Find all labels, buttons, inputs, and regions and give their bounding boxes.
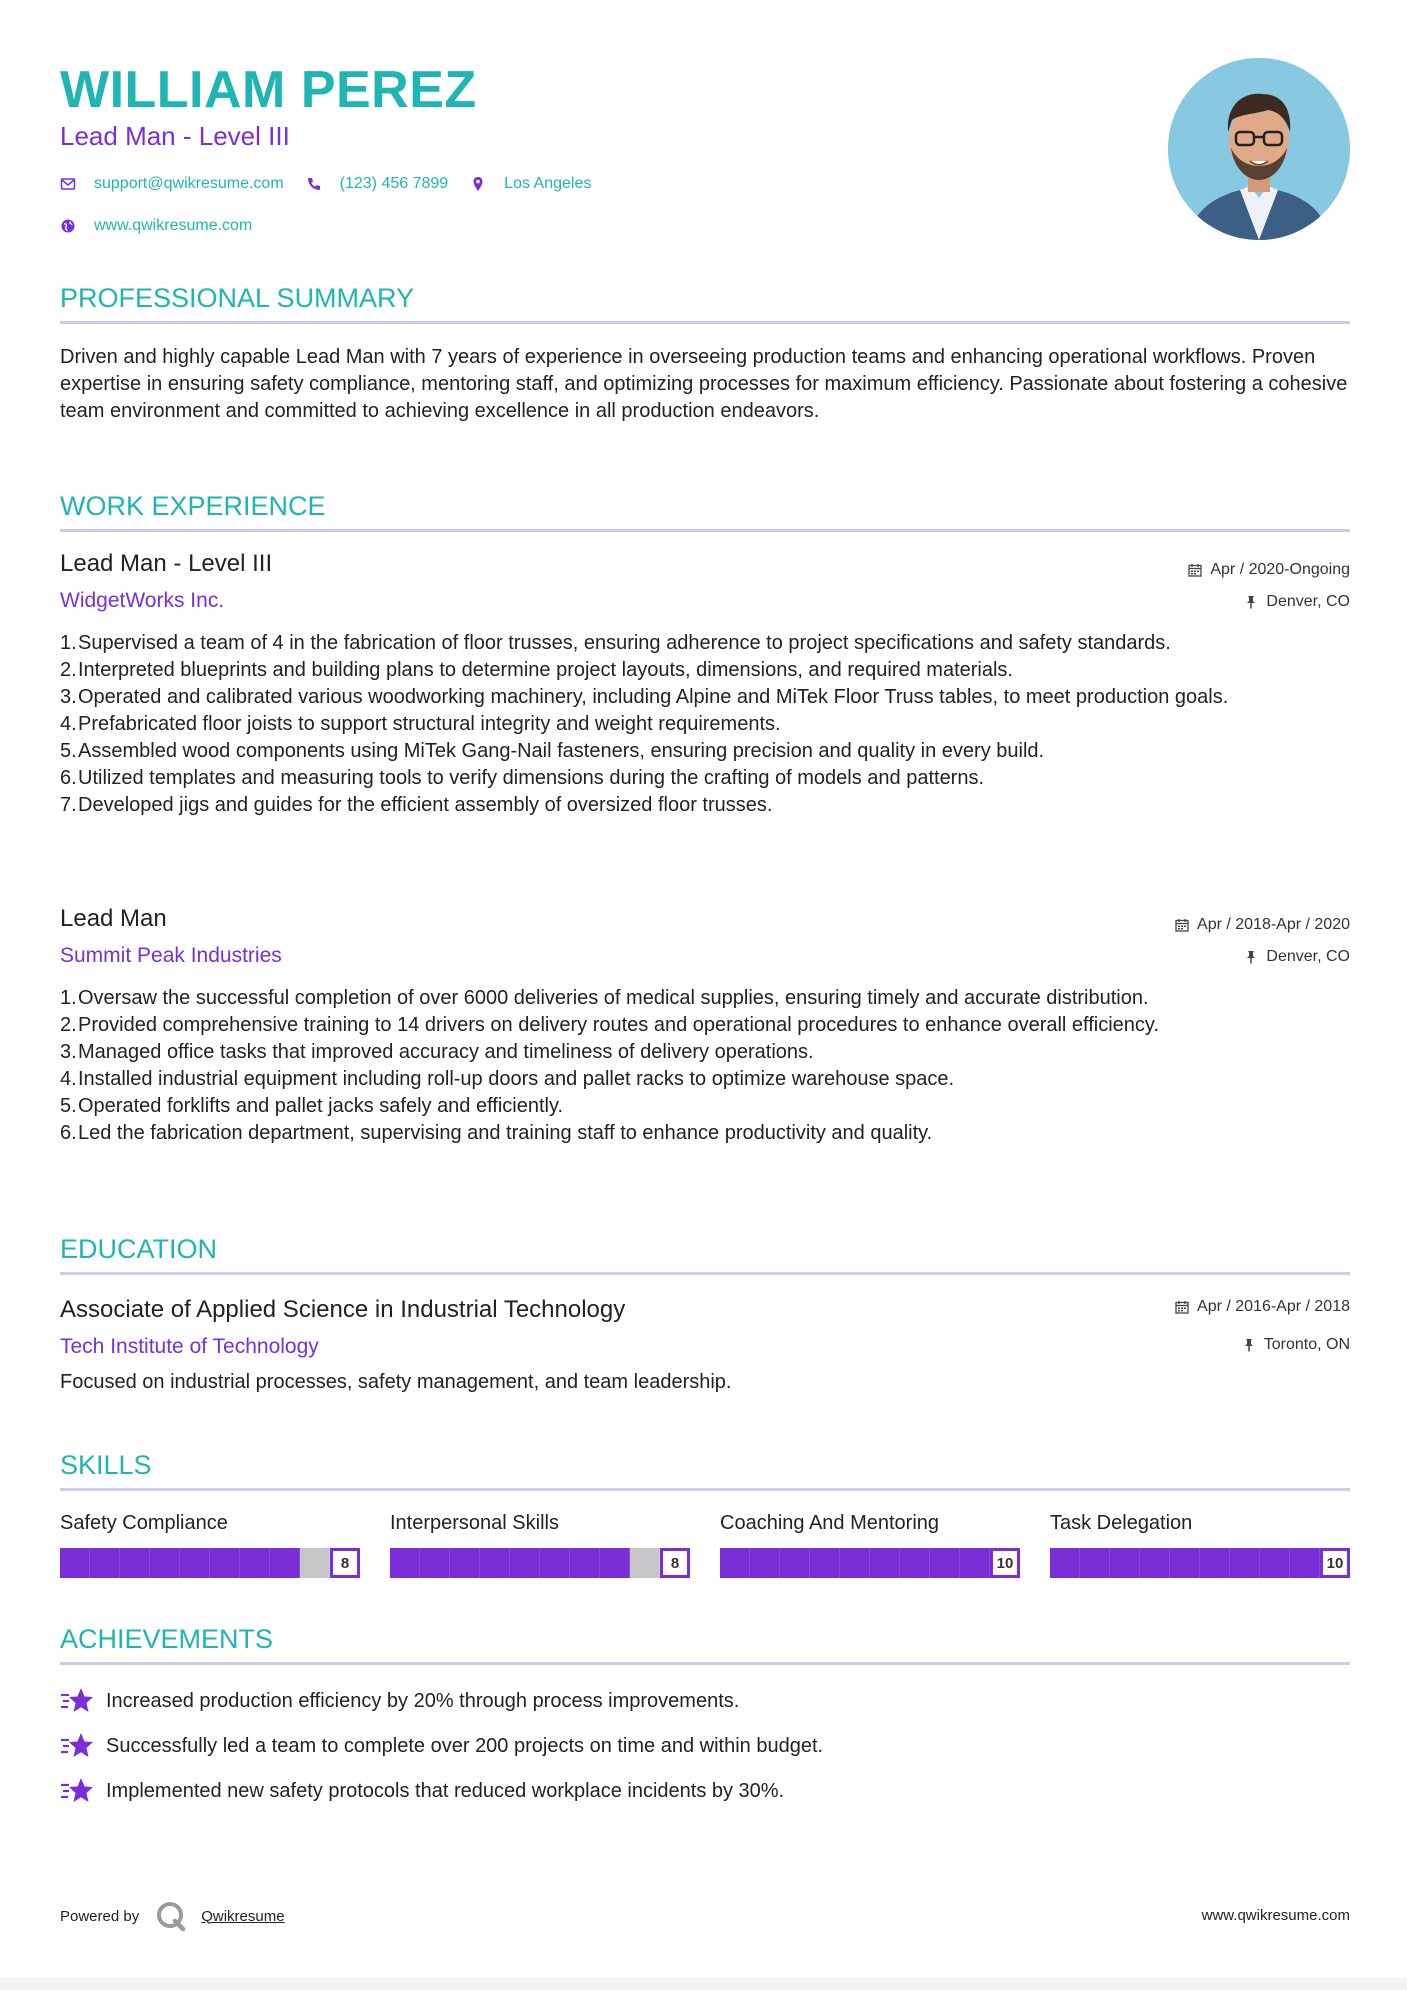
list-item: 2. Provided comprehensive training to 14 drivers on delivery routes and operational procedures to enhance overall efficiency. bbox=[60, 1014, 1159, 1036]
job-location-text: Denver, CO bbox=[1266, 593, 1350, 610]
education-location-text: Toronto, ON bbox=[1263, 1336, 1350, 1353]
mail-icon bbox=[60, 176, 76, 192]
skill-name: Coaching And Mentoring bbox=[720, 1512, 940, 1534]
school-name: Tech Institute of Technology bbox=[60, 1335, 319, 1358]
skill-segment-filled bbox=[1080, 1548, 1110, 1578]
pushpin-icon bbox=[1242, 1338, 1256, 1352]
skill-segment-filled bbox=[1050, 1548, 1080, 1578]
job-location bbox=[1244, 591, 1350, 613]
skill-segment-filled bbox=[870, 1548, 900, 1578]
list-item: 5. Operated forklifts and pallet jacks safely and efficiently. bbox=[60, 1095, 564, 1117]
education-description: Focused on industrial processes, safety management, and team leadership. bbox=[60, 1371, 732, 1393]
summary-text: Driven and highly capable Lead Man with 7 years of experience in overseeing production teams and enhancing operational workflows. Proven expertise in ensuring safety compliance, mentoring staff, and optimizing processes for maximum efficiency. Passionate about fostering a cohesive team environment and committed to achieving excellence in all production endeavors. bbox=[60, 346, 1348, 422]
footer-powered-by bbox=[60, 1900, 285, 1932]
achievement-item bbox=[60, 1731, 823, 1761]
skill-level-bar bbox=[60, 1548, 360, 1578]
list-item: 6. Led the fabrication department, supervising and training staff to enhance productivity and quality. bbox=[60, 1122, 933, 1144]
achievements-heading: ACHIEVEMENTS bbox=[60, 1624, 274, 1654]
location-text: Los Angeles bbox=[504, 175, 592, 192]
skill-segment-filled bbox=[1260, 1548, 1290, 1578]
section-divider bbox=[60, 1488, 1350, 1491]
calendar-icon bbox=[1175, 1300, 1189, 1314]
skill-segment-filled bbox=[840, 1548, 870, 1578]
page-bottom-edge bbox=[0, 1978, 1407, 1990]
skill-segment-filled bbox=[1170, 1548, 1200, 1578]
job-title: Lead Man - Level III bbox=[60, 550, 273, 577]
job-bullets bbox=[60, 985, 1350, 1147]
candidate-name: WILLIAM PEREZ bbox=[60, 61, 477, 119]
list-item: 4. Prefabricated floor joists to support structural integrity and weight requirements. bbox=[60, 713, 781, 735]
skill-segment-empty bbox=[300, 1548, 330, 1578]
skill-segment-filled bbox=[960, 1548, 990, 1578]
qwikresume-link[interactable]: Qwikresume bbox=[201, 1907, 285, 1925]
email-text[interactable]: support@qwikresume.com bbox=[94, 175, 284, 192]
list-item: 3. Operated and calibrated various woodworking machinery, including Alpine and MiTek Floor Truss tables, to meet production goals. bbox=[60, 686, 1229, 708]
degree-title: Associate of Applied Science in Industrial Technology bbox=[60, 1296, 626, 1323]
skill-segment-filled bbox=[270, 1548, 300, 1578]
skill-segment-filled bbox=[900, 1548, 930, 1578]
skill-segment-filled bbox=[570, 1548, 600, 1578]
star-icon bbox=[60, 1776, 94, 1806]
skill-segment-filled bbox=[1200, 1548, 1230, 1578]
skill-item bbox=[720, 1510, 1020, 1578]
job-dates-text: Apr / 2020-Ongoing bbox=[1210, 561, 1350, 578]
section-divider bbox=[60, 1272, 1350, 1275]
skill-level-value: 10 bbox=[1320, 1548, 1350, 1578]
skill-segment-filled bbox=[1290, 1548, 1320, 1578]
job-bullets bbox=[60, 630, 1350, 819]
achievement-item bbox=[60, 1686, 739, 1716]
achievement-text: Successfully led a team to complete over 200 projects on time and within budget. bbox=[106, 1734, 824, 1757]
skill-segment-filled bbox=[540, 1548, 570, 1578]
skill-segment-filled bbox=[1110, 1548, 1140, 1578]
education-heading: EDUCATION bbox=[60, 1234, 218, 1264]
job-dates bbox=[1188, 559, 1350, 581]
skill-segment-filled bbox=[240, 1548, 270, 1578]
globe-icon bbox=[60, 218, 76, 234]
skill-segment-filled bbox=[120, 1548, 150, 1578]
job-location bbox=[1244, 946, 1350, 968]
skill-level-value: 10 bbox=[990, 1548, 1020, 1578]
skill-segment-filled bbox=[450, 1548, 480, 1578]
candidate-title: Lead Man - Level III bbox=[60, 121, 290, 151]
skill-segment-filled bbox=[210, 1548, 240, 1578]
experience-heading: WORK EXPERIENCE bbox=[60, 491, 326, 521]
calendar-icon bbox=[1175, 918, 1189, 932]
skill-segment-filled bbox=[600, 1548, 630, 1578]
list-item: 4. Installed industrial equipment including roll-up doors and pallet racks to optimize warehouse space. bbox=[60, 1068, 955, 1090]
phone-icon bbox=[306, 176, 322, 192]
website-item[interactable] bbox=[60, 217, 252, 235]
skill-item bbox=[390, 1510, 690, 1578]
skill-segment-filled bbox=[150, 1548, 180, 1578]
education-dates bbox=[1175, 1296, 1350, 1318]
achievement-text: Increased production efficiency by 20% through process improvements. bbox=[106, 1689, 740, 1712]
pushpin-icon bbox=[1244, 950, 1258, 964]
skill-segment-filled bbox=[810, 1548, 840, 1578]
achievement-text: Implemented new safety protocols that reduced workplace incidents by 30%. bbox=[106, 1779, 785, 1802]
job-dates-text: Apr / 2018-Apr / 2020 bbox=[1197, 916, 1350, 933]
skill-level-value: 8 bbox=[660, 1548, 690, 1578]
skill-segment-filled bbox=[930, 1548, 960, 1578]
skill-name: Task Delegation bbox=[1050, 1512, 1193, 1534]
skill-item bbox=[60, 1510, 360, 1578]
company-name: WidgetWorks Inc. bbox=[60, 589, 225, 612]
list-item: 1. Supervised a team of 4 in the fabrication of floor trusses, ensuring adherence to project specifications and safety standards. bbox=[60, 632, 1171, 654]
powered-by-label: Powered by bbox=[60, 1907, 140, 1925]
profile-photo bbox=[1168, 58, 1350, 240]
skill-level-bar bbox=[390, 1548, 690, 1578]
phone-text[interactable]: (123) 456 7899 bbox=[339, 175, 449, 192]
skill-segment-filled bbox=[720, 1548, 750, 1578]
section-divider bbox=[60, 529, 1350, 532]
list-item: 6. Utilized templates and measuring tools to verify dimensions during the crafting of models and patterns. bbox=[60, 767, 985, 789]
skill-segment-filled bbox=[60, 1548, 90, 1578]
job-dates bbox=[1175, 914, 1350, 936]
skill-item bbox=[1050, 1510, 1350, 1578]
star-icon bbox=[60, 1686, 94, 1716]
skill-segment-filled bbox=[1230, 1548, 1260, 1578]
job-location-text: Denver, CO bbox=[1266, 948, 1350, 965]
skill-segment-filled bbox=[420, 1548, 450, 1578]
qwikresume-logo-icon bbox=[155, 1900, 187, 1932]
skill-level-value: 8 bbox=[330, 1548, 360, 1578]
skill-level-bar bbox=[720, 1548, 1020, 1578]
list-item: 7. Developed jigs and guides for the efficient assembly of oversized floor trusses. bbox=[60, 794, 773, 816]
skill-level-bar bbox=[1050, 1548, 1350, 1578]
skill-segment-filled bbox=[510, 1548, 540, 1578]
skill-segment-filled bbox=[780, 1548, 810, 1578]
star-icon bbox=[60, 1731, 94, 1761]
section-divider bbox=[60, 321, 1350, 324]
section-divider bbox=[60, 1662, 1350, 1665]
pushpin-icon bbox=[1244, 595, 1258, 609]
skill-name: Safety Compliance bbox=[60, 1512, 228, 1534]
skill-segment-empty bbox=[630, 1548, 660, 1578]
achievement-item bbox=[60, 1776, 784, 1806]
company-name: Summit Peak Industries bbox=[60, 944, 282, 967]
email-item[interactable] bbox=[60, 175, 284, 193]
job-title: Lead Man bbox=[60, 905, 167, 932]
skills-heading: SKILLS bbox=[60, 1450, 152, 1480]
skill-segment-filled bbox=[90, 1548, 120, 1578]
website-text[interactable]: www.qwikresume.com bbox=[94, 217, 253, 234]
skill-segment-filled bbox=[480, 1548, 510, 1578]
list-item: 2. Interpreted blueprints and building plans to determine project layouts, dimensions, and required materials. bbox=[60, 659, 1013, 681]
list-item: 3. Managed office tasks that improved accuracy and timeliness of delivery operations. bbox=[60, 1041, 814, 1063]
skill-segment-filled bbox=[1140, 1548, 1170, 1578]
website-row bbox=[60, 214, 274, 238]
map-pin-icon bbox=[470, 176, 486, 192]
skill-segment-filled bbox=[180, 1548, 210, 1578]
skill-name: Interpersonal Skills bbox=[390, 1512, 559, 1534]
education-location bbox=[1242, 1334, 1350, 1356]
list-item: 1. Oversaw the successful completion of over 6000 deliveries of medical supplies, ensuring timely and accurate distribution. bbox=[60, 987, 1149, 1009]
skill-segment-filled bbox=[750, 1548, 780, 1578]
contact-row bbox=[60, 172, 613, 196]
footer-url[interactable]: www.qwikresume.com bbox=[1201, 1907, 1350, 1924]
skill-segment-filled bbox=[390, 1548, 420, 1578]
location-item bbox=[470, 175, 591, 193]
list-item: 5. Assembled wood components using MiTek Gang-Nail fasteners, ensuring precision and quality in every build. bbox=[60, 740, 1045, 762]
calendar-icon bbox=[1188, 563, 1202, 577]
education-dates-text: Apr / 2016-Apr / 2018 bbox=[1197, 1298, 1350, 1315]
summary-heading: PROFESSIONAL SUMMARY bbox=[60, 283, 415, 313]
phone-item[interactable] bbox=[306, 175, 449, 193]
